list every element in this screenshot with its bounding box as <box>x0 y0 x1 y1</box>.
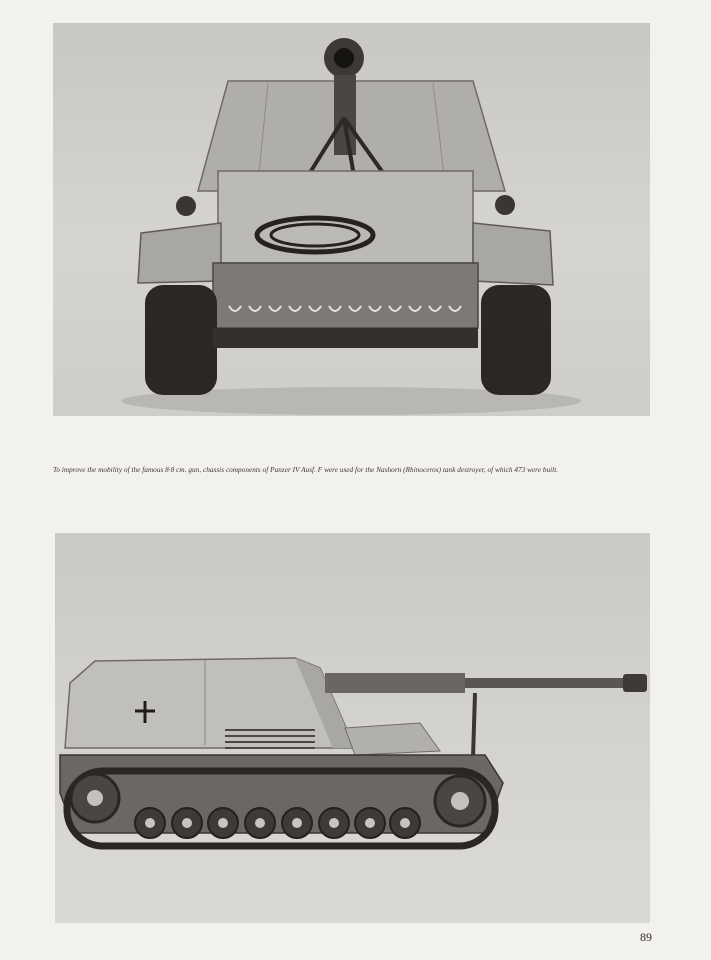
tank-side-view-illustration <box>55 533 650 923</box>
photo-nashorn-side <box>55 533 650 923</box>
photo-nashorn-front <box>53 23 650 416</box>
photo-caption: To improve the mobility of the famous 8·8 cm. gun, chassis components of Panzer IV Ausf. F were used for the Nashorn (Rhinoceros) tank destroyer, of which 473 were built. <box>53 466 559 474</box>
page-number: 89 <box>640 930 652 944</box>
tank-front-view-illustration <box>53 23 650 416</box>
